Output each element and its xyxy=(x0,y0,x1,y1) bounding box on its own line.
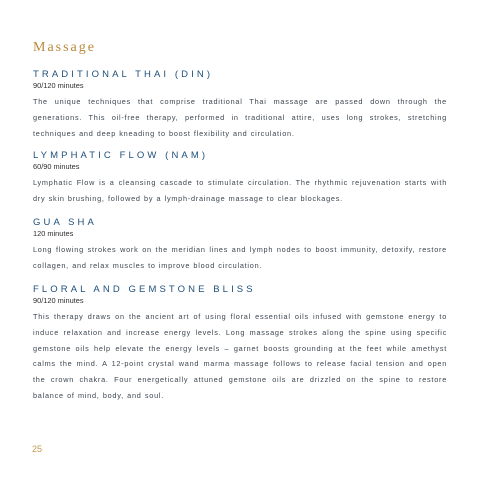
treatment-name: FLORAL AND GEMSTONE BLISS xyxy=(33,284,256,295)
treatment-entry-gua-sha xyxy=(33,217,447,274)
treatment-description: Lymphatic Flow is a cleansing cascade to stimulate circulation. The rhythmic rejuvenation starts with dry skin brushing, followed by a lymph-drainage massage to clear blockages. xyxy=(33,178,447,203)
treatment-duration: 120 minutes xyxy=(33,229,74,238)
section-title: Massage xyxy=(33,40,96,55)
treatment-entry-floral-gemstone-bliss xyxy=(33,284,447,404)
treatment-description: This therapy draws on the ancient art of using floral essential oils infused with gemstone energy to induce relaxation and increase energy levels. Long massage strokes along the spine using specific gemstone oils help elevate the energy levels – garnet boosts grounding at the feet while amethyst calms the mind. A 12-point crystal wand marma massage follows to release facial tension and open the crown chakra. Four energetically attuned gemstone oils are drizzled on the spine to restore balance of mind, body, and soul. xyxy=(33,312,447,400)
treatment-entry-lymphatic-flow xyxy=(33,150,447,207)
treatment-duration: 90/120 minutes xyxy=(33,81,84,90)
treatment-duration: 60/90 minutes xyxy=(33,162,80,171)
treatment-description: Long flowing strokes work on the meridian lines and lymph nodes to boost immunity, detoxify, restore collagen, and relax muscles to improve blood circulation. xyxy=(33,245,447,270)
treatment-name: GUA SHA xyxy=(33,217,97,228)
page-number: 25 xyxy=(32,444,43,454)
treatment-name: TRADITIONAL THAI (DIN) xyxy=(33,69,214,80)
treatment-entry-traditional-thai xyxy=(33,69,447,141)
treatment-duration: 90/120 minutes xyxy=(33,296,84,305)
treatment-name: LYMPHATIC FLOW (NAM) xyxy=(33,150,209,161)
treatment-description: The unique techniques that comprise traditional Thai massage are passed down through the generations. This oil-free therapy, performed in traditional attire, uses long strokes, stretching techniques and deep kneading to boost flexibility and circulation. xyxy=(33,97,447,138)
